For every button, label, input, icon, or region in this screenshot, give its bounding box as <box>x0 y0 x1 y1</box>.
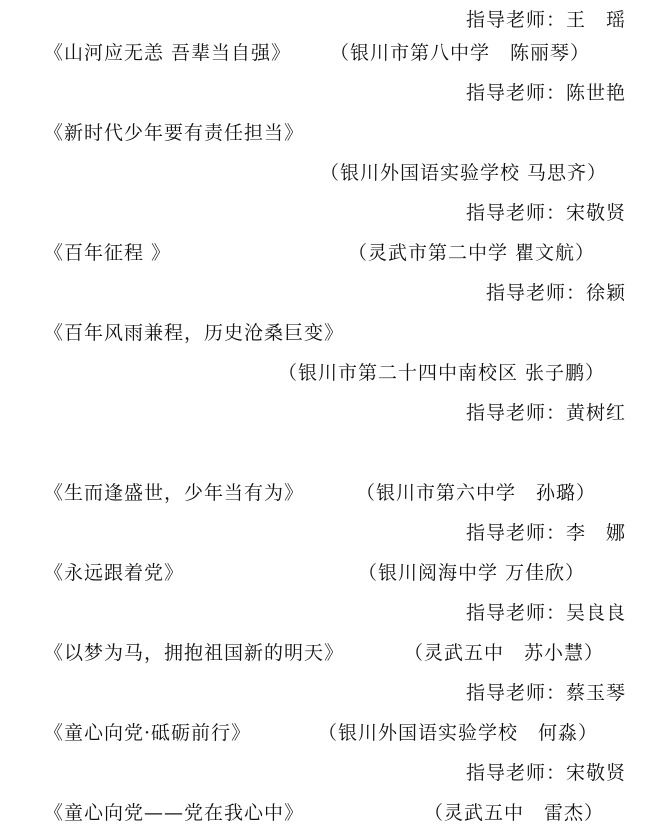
school-and-student: （灵武市第二中学 瞿文航） <box>348 242 596 264</box>
school-and-student: （灵武五中 苏小慧） <box>404 642 605 664</box>
entry-line <box>0 713 668 753</box>
school-and-student: （银川市第八中学 陈丽琴） <box>330 42 591 64</box>
school-and-student: （银川市第六中学 孙璐） <box>356 482 597 504</box>
essay-title: 《以梦为马，拥抱祖国新的明天》 <box>44 642 345 664</box>
teacher-name: 指导老师：宋敬贤 <box>465 202 626 224</box>
entry-line <box>0 273 668 313</box>
entry-line <box>0 593 668 633</box>
entry-line <box>0 793 668 833</box>
essay-title: 《百年风雨兼程，历史沧桑巨变》 <box>44 322 345 344</box>
entry-line <box>0 753 668 793</box>
essay-title: 《生而逢盛世，少年当有为》 <box>44 482 305 504</box>
entry-line <box>0 193 668 233</box>
essay-title: 《永远跟着党》 <box>44 562 185 584</box>
school-and-student: （银川市第二十四中南校区 张子鹏） <box>278 362 606 384</box>
entry-line <box>0 73 668 113</box>
entry-line <box>0 113 668 153</box>
essay-title: 《山河应无恙 吾辈当自强》 <box>44 42 292 64</box>
entry-line <box>0 313 668 353</box>
entry-line <box>0 153 668 193</box>
entry-line <box>0 33 668 73</box>
teacher-name: 指导老师：蔡玉琴 <box>465 682 626 704</box>
entry-line <box>0 393 668 433</box>
teacher-name: 指导老师：陈世艳 <box>465 82 626 104</box>
essay-title: 《新时代少年要有责任担当》 <box>44 122 305 144</box>
teacher-name: 指导老师：黄树红 <box>465 402 626 424</box>
entry-line <box>0 473 668 513</box>
entry-line <box>0 353 668 393</box>
entry-line <box>0 513 668 553</box>
school-and-student: （灵武五中 雷杰） <box>424 802 605 824</box>
entry-line <box>0 673 668 713</box>
entry-line <box>0 553 668 593</box>
school-and-student: （银川外国语实验学校 何淼） <box>318 722 599 744</box>
teacher-name: 指导老师：李 娜 <box>465 522 626 544</box>
school-and-student: （银川外国语实验学校 马思齐） <box>320 162 608 184</box>
teacher-name: 指导老师：徐颖 <box>485 282 626 304</box>
entry-line <box>0 233 668 273</box>
teacher-name: 指导老师：王 瑶 <box>465 9 626 31</box>
essay-title: 《童心向党·砥砺前行》 <box>44 722 252 744</box>
essay-title: 《童心向党——党在我心中》 <box>44 802 305 824</box>
teacher-name: 指导老师：宋敬贤 <box>465 762 626 784</box>
essay-title: 《百年征程 》 <box>44 242 172 264</box>
school-and-student: （银川阅海中学 万佳欣） <box>358 562 586 584</box>
teacher-name: 指导老师：吴良良 <box>465 602 626 624</box>
entry-line <box>0 633 668 673</box>
